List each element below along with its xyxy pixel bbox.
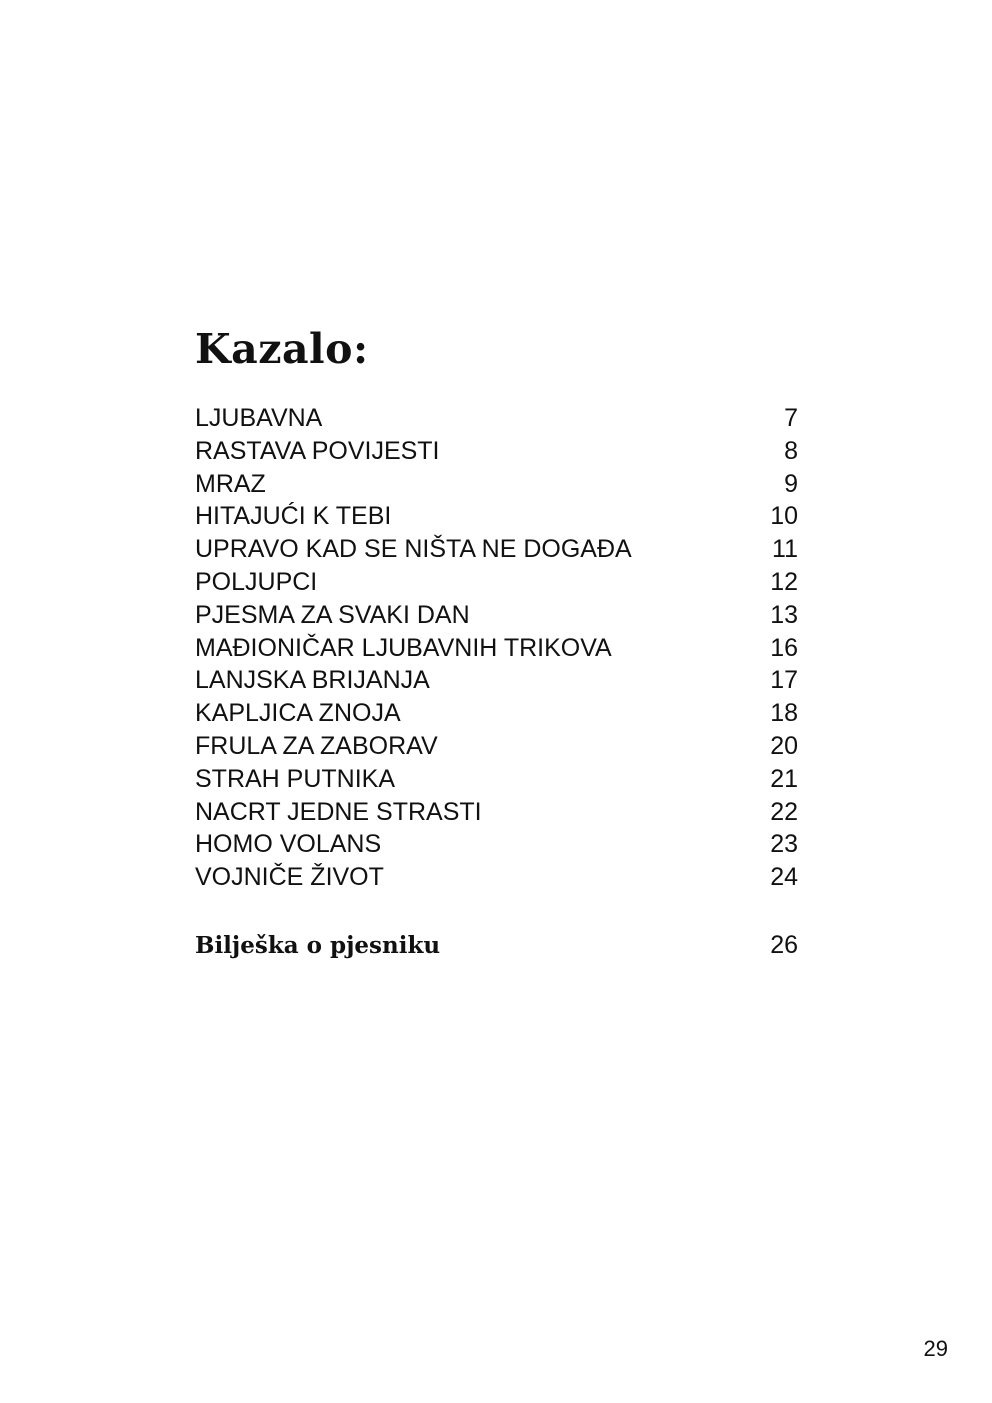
toc-entry-page: 23 bbox=[770, 830, 798, 859]
toc-entry[interactable] bbox=[195, 632, 798, 665]
toc-entry-page: 11 bbox=[772, 535, 798, 564]
toc-entry-title: MAĐIONIČAR LJUBAVNIH TRIKOVA bbox=[195, 633, 612, 662]
toc-entry[interactable] bbox=[195, 402, 798, 435]
toc-entry[interactable] bbox=[195, 566, 798, 599]
toc-entry-title: LANJSKA BRIJANJA bbox=[195, 666, 430, 695]
toc-list bbox=[195, 402, 798, 894]
toc-entry[interactable] bbox=[195, 599, 798, 632]
toc-entry-title: HOMO VOLANS bbox=[195, 830, 382, 859]
toc-entry-page: 24 bbox=[770, 863, 798, 892]
toc-entry[interactable] bbox=[195, 763, 798, 796]
toc-entry-title: NACRT JEDNE STRASTI bbox=[195, 797, 482, 826]
toc-title: Kazalo: bbox=[195, 325, 369, 373]
toc-entry-page: 21 bbox=[770, 764, 798, 793]
page-number: 29 bbox=[923, 1336, 948, 1361]
toc-entry-page: 7 bbox=[784, 404, 798, 432]
toc-entry-page: 22 bbox=[770, 797, 798, 826]
toc-entry[interactable] bbox=[195, 796, 798, 829]
toc-note-entry[interactable] bbox=[195, 929, 798, 961]
toc-entry[interactable] bbox=[195, 468, 798, 501]
toc-entry-title: VOJNIČE ŽIVOT bbox=[195, 863, 384, 892]
toc-entry[interactable] bbox=[195, 664, 798, 697]
toc-entry[interactable] bbox=[195, 730, 798, 763]
toc-entry-page: 20 bbox=[770, 731, 798, 760]
toc-entry-page: 8 bbox=[784, 436, 798, 465]
toc-note-page: 26 bbox=[770, 930, 798, 959]
toc-entry[interactable] bbox=[195, 861, 798, 894]
toc-entry-page: 10 bbox=[770, 502, 798, 531]
toc-entry-page: 13 bbox=[770, 600, 798, 629]
toc-entry[interactable] bbox=[195, 828, 798, 861]
toc-entry-title: MRAZ bbox=[195, 469, 266, 498]
toc-entry[interactable] bbox=[195, 697, 798, 730]
toc-entry-title: FRULA ZA ZABORAV bbox=[195, 731, 438, 760]
toc-entry-page: 18 bbox=[770, 699, 798, 728]
toc-entry-title: PJESMA ZA SVAKI DAN bbox=[195, 600, 470, 629]
toc-entry-title: RASTAVA POVIJESTI bbox=[195, 436, 440, 465]
toc-entry-page: 17 bbox=[770, 666, 798, 695]
toc-entry-page: 9 bbox=[784, 469, 798, 498]
toc-entry[interactable] bbox=[195, 533, 798, 566]
toc-note-title: Bilješka o pjesniku bbox=[195, 931, 441, 959]
toc-entry-title: LJUBAVNA bbox=[195, 404, 323, 432]
toc-entry-title: UPRAVO KAD SE NIŠTA NE DOGAĐA bbox=[195, 535, 632, 564]
table-of-contents bbox=[195, 322, 798, 961]
toc-entry-page: 12 bbox=[770, 567, 798, 596]
toc-entry-title: STRAH PUTNIKA bbox=[195, 764, 396, 793]
toc-entry-title: KAPLJICA ZNOJA bbox=[195, 699, 401, 728]
toc-entry-title: POLJUPCI bbox=[195, 567, 318, 596]
toc-entry-page: 16 bbox=[770, 633, 798, 662]
toc-entry-title: HITAJUĆI K TEBI bbox=[195, 502, 392, 531]
toc-entry[interactable] bbox=[195, 435, 798, 468]
toc-entry[interactable] bbox=[195, 500, 798, 533]
